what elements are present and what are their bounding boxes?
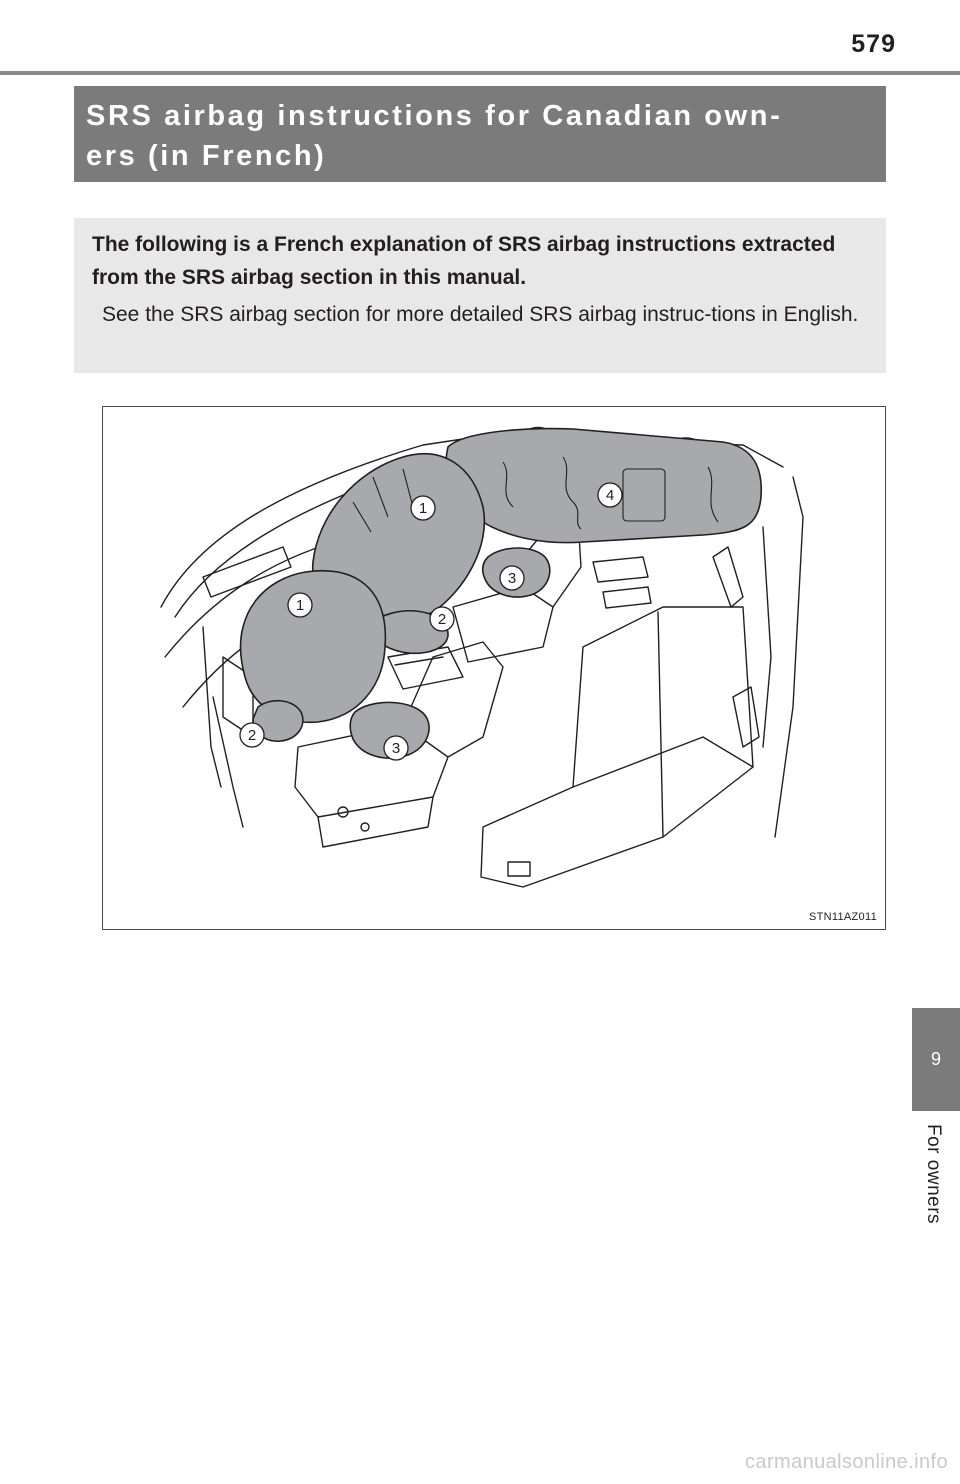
callout-label-1-passenger: 1: [418, 500, 428, 517]
center-console: [388, 647, 463, 689]
intro-body-text: See the SRS airbag section for more detailed SRS airbag instruc-tions in English.: [102, 303, 859, 326]
airbag-drawing: [103, 407, 886, 930]
callout-label-2-driver: 2: [247, 727, 257, 744]
steering-column: [213, 697, 243, 827]
section-banner: [74, 86, 886, 182]
rear-seat-divider: [658, 612, 663, 837]
driver-seat-side: [318, 797, 433, 847]
figure-code: STN11AZ011: [808, 911, 877, 923]
climate-panel: [603, 587, 651, 608]
watermark: carmanualsonline.info: [745, 1451, 948, 1473]
chapter-label: For owners: [923, 1124, 944, 1225]
intro-box: [74, 218, 886, 373]
driver-front-airbag: [241, 571, 386, 723]
chapter-tab: 9: [912, 1008, 960, 1111]
center-console-lid: [395, 657, 443, 665]
passenger-seat-cushion: [453, 587, 553, 662]
section-title: [86, 96, 872, 176]
section-title-line-2: ers (in French): [86, 140, 327, 172]
rear-cushion-latch: [508, 862, 530, 876]
intro-bold-text: The following is a French explanation of SRS airbag instructions extracted from the SRS airbag section in this manual.: [92, 233, 836, 289]
callout-label-2-passenger: 2: [437, 611, 447, 628]
rear-seat-cushion: [481, 737, 753, 887]
b-pillar: [763, 527, 771, 747]
infotainment-panel: [593, 557, 648, 582]
rear-headrest-right: [733, 687, 759, 747]
header-rule: [0, 71, 960, 75]
callout-label-3-driver: 3: [391, 740, 401, 757]
door-frame-left: [203, 627, 221, 787]
section-title-line-1: SRS airbag instructions for Canadian own-: [86, 100, 783, 132]
rear-headrest-left: [713, 547, 743, 607]
callout-label-3-passenger: 3: [507, 570, 517, 587]
page-number: 579: [851, 30, 896, 58]
rear-door-frame: [775, 477, 803, 837]
airbag-illustration: [102, 406, 886, 930]
rear-seat-back: [573, 607, 753, 787]
seat-control-button: [361, 823, 369, 831]
callout-label-1-driver: 1: [295, 597, 305, 614]
callout-label-4-curtain: 4: [605, 487, 615, 504]
